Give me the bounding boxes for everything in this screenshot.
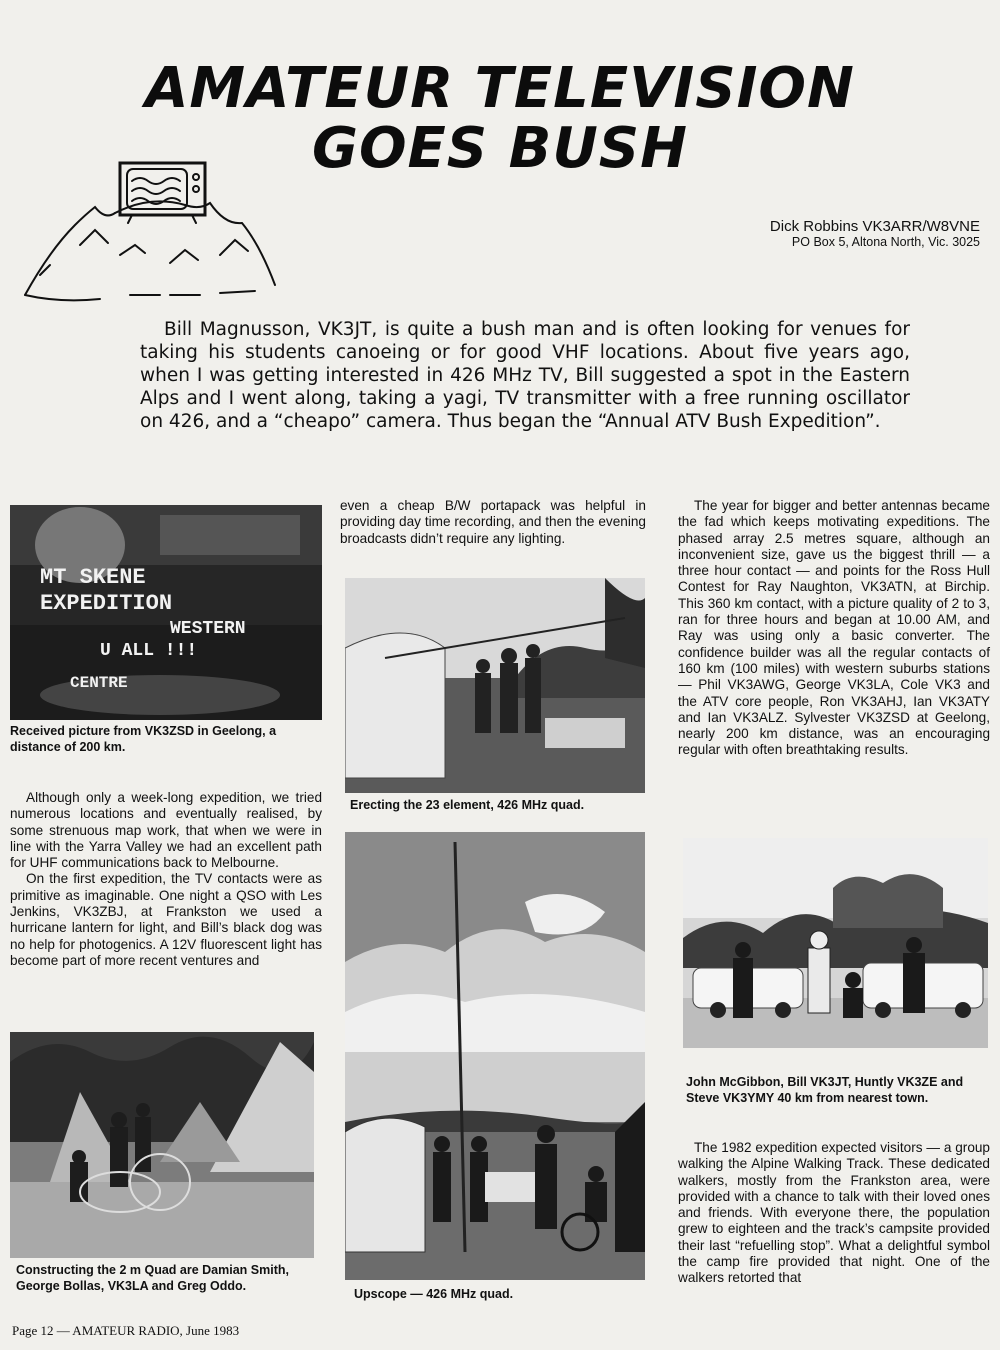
tv-text-line3: WESTERN — [170, 619, 246, 639]
col1-paragraph-2: On the first expedition, the TV contacts were as primitive as imaginable. One night a QSO with Les Jenkins, VK3ZBJ, at Frankston we used a hurricane lantern for light, and Bill’s black dog was no help for photogenics. A 12V fluorescent light has become part of more recent ventures and — [10, 871, 322, 968]
column-1-text — [10, 790, 322, 969]
author-name: Dick Robbins VK3ARR/W8VNE — [769, 218, 980, 235]
page-footer: Page 12 — AMATEUR RADIO, June 1983 — [12, 1323, 240, 1338]
article-title-line1: AMATEUR TELEVISION — [145, 56, 855, 121]
tv-text-line1: MT SKENE — [40, 565, 146, 590]
tv-mountain-sketch — [20, 155, 290, 305]
column-3-text-lower — [678, 1140, 990, 1287]
tv-text-line5: CENTRE — [70, 674, 128, 692]
intro-text: Bill Magnusson, VK3JT, is quite a bush man and is often looking for venues for taking his students canoeing or for good VHF locations. About five years ago, when I was getting interested in 426 MHz TV, Bill suggested a spot in the Eastern Alps and I went along, taking a yagi, TV transmitter with a free running oscillator on 426, and a “cheapo” camera. Thus began the “Annual ATV Bush Expedition”. — [140, 319, 910, 432]
article-title-line2: GOES BUSH — [311, 116, 688, 181]
intro-paragraph — [140, 318, 910, 433]
author-address: PO Box 5, Altona North, Vic. 3025 — [791, 235, 980, 249]
tv-text-line2: EXPEDITION — [40, 591, 173, 616]
column-2-text — [340, 498, 646, 547]
photo-received-picture — [10, 505, 322, 720]
photo-erecting-quad — [345, 578, 645, 793]
photo-group-cars — [683, 838, 988, 1048]
caption-constructing: Constructing the 2 m Quad are Damian Smith, George Bollas, VK3LA and Greg Oddo. — [16, 1263, 289, 1293]
col1-paragraph-1: Although only a week-long expedition, we tried numerous locations and eventually realised, by some strenuous map work, that when we were in line with the Yarra Valley we had an excellent path for UHF communications back to Melbourne. — [10, 790, 322, 871]
caption-received: Received picture from VK3ZSD in Geelong, a distance of 200 km. — [10, 724, 277, 754]
caption-mcgibbon: John McGibbon, Bill VK3JT, Huntly VK3ZE and Steve VK3YMY 40 km from nearest town. — [686, 1075, 964, 1105]
photo-upscope — [345, 832, 645, 1280]
tv-text-line4: U ALL !!! — [100, 641, 198, 661]
caption-erecting: Erecting the 23 element, 426 MHz quad. — [350, 798, 585, 812]
photo-constructing-quad — [10, 1032, 314, 1258]
column-3-text — [678, 498, 990, 759]
caption-upscope: Upscope — 426 MHz quad. — [354, 1287, 514, 1301]
col2-paragraph-1: even a cheap B/W portapack was helpful in providing day time recording, and then the evening broadcasts didn’t require any lighting. — [340, 498, 646, 546]
col3-paragraph-1: The year for bigger and better antennas became the fad which keeps motivating expeditions. The phased array 2.5 metres square, although an inconvenient size, gave us the biggest thrill — a three hour contact — and points for the Ross Hull Contest for Ray Naughton, VK3ATN, at Birchip. This 360 km contact, with a picture quality of 2 to 3, ran for three hours and began at 10.00 AM, and Ray was using only a basic converter. The confidence builder was all the regular contacts of 160 km (100 miles) with western suburbs stations — Phil VK3AWG, George VK3LA, Cole VK3 and the ATV core people, Ron VK3AHJ, Ian VK3ATY and Ian VK3ALZ. Sylvester VK3ZSD at Geelong, nearly 200 km distance, was an encouraging regular with often breathtaking results. — [678, 498, 990, 758]
col3-paragraph-2: The 1982 expedition expected visitors — a group walking the Alpine Walking Track. These dedicated walkers, mostly from the Frankston area, were provided with a chance to talk with their loved ones and friends. With everyone there, the population grew to eighteen and the track’s campsite provided their last “refuelling stop”. What a delightful symbol the camp fire provided that night. One of the walkers retorted that — [678, 1140, 990, 1286]
author-block — [770, 218, 980, 249]
